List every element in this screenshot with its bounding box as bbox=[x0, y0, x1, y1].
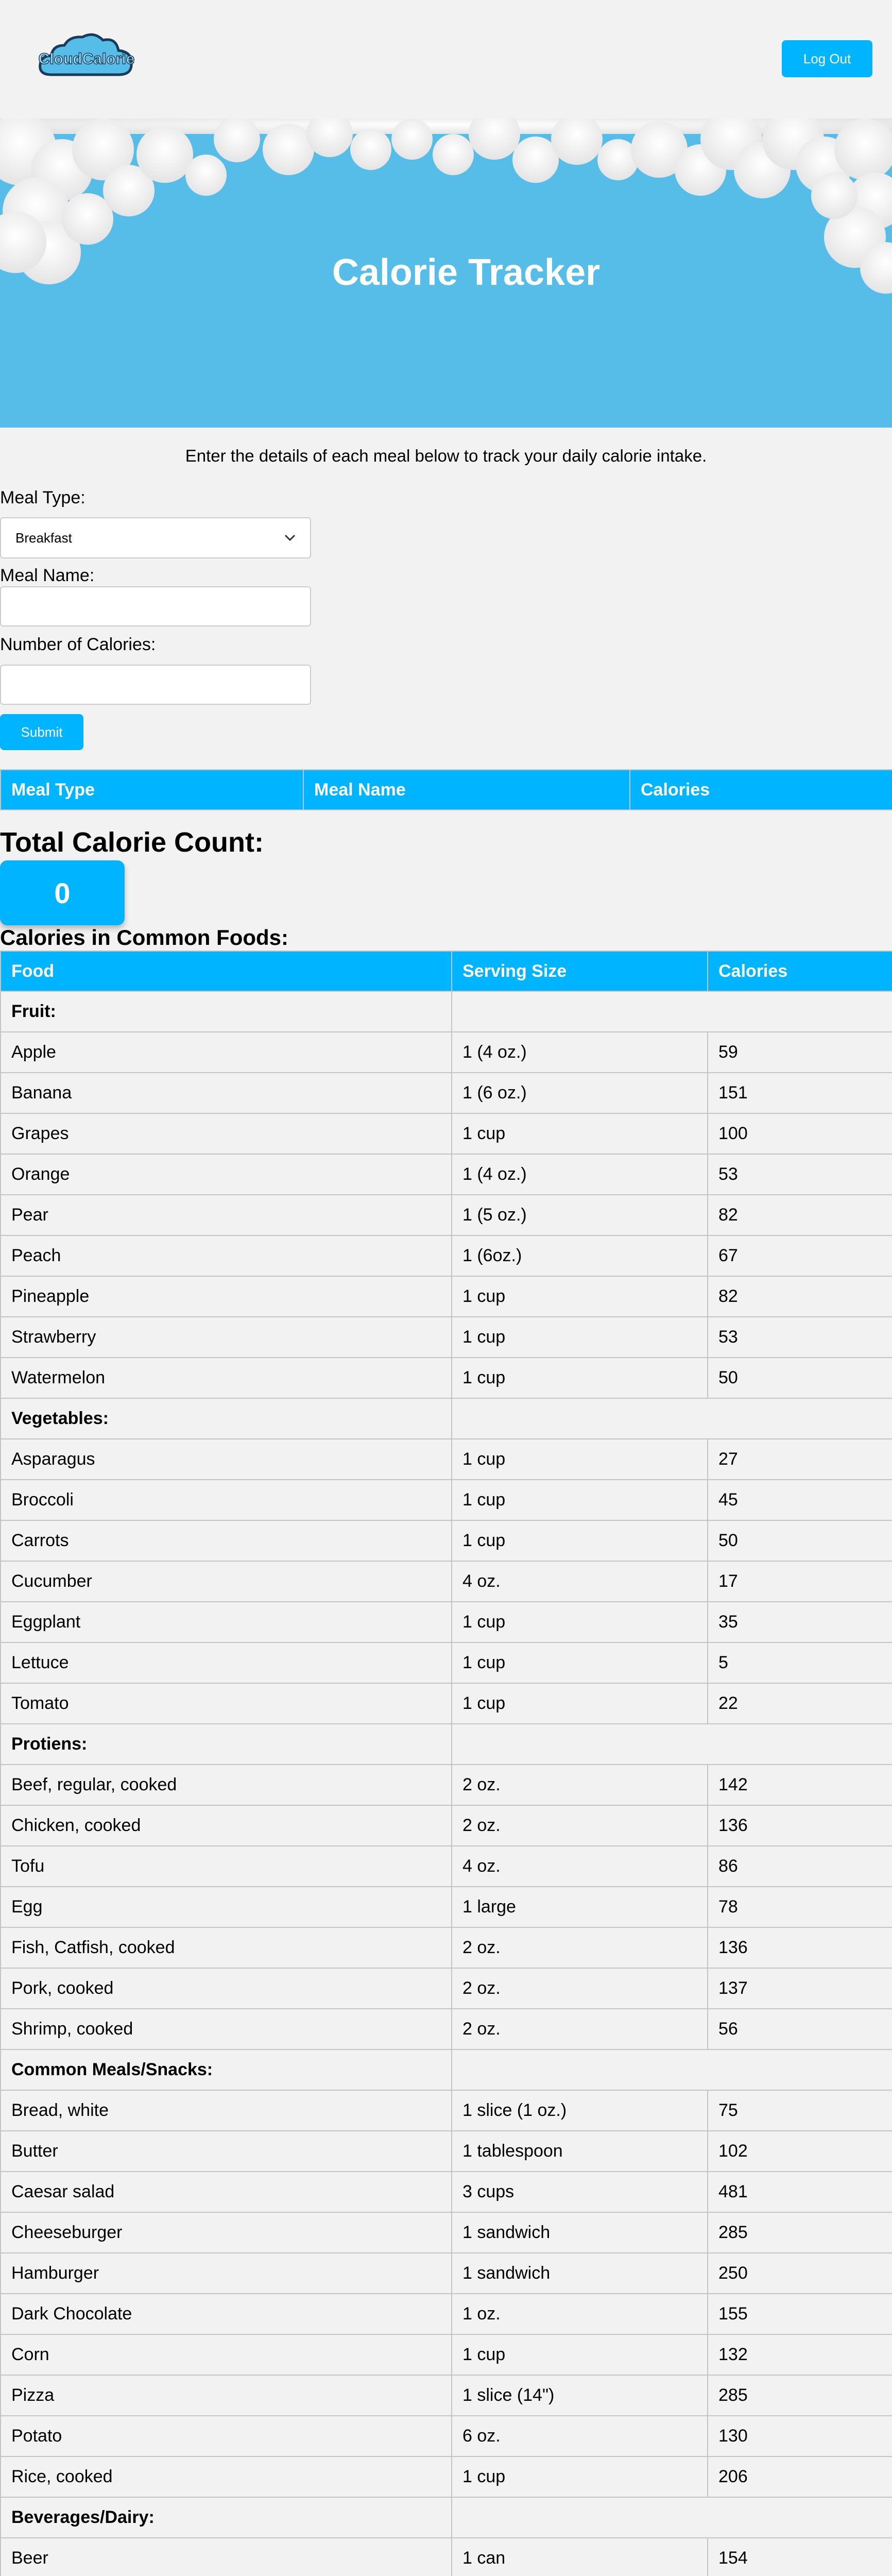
cloud-logo-icon bbox=[36, 26, 144, 88]
category-name: Beverages/Dairy: bbox=[1, 2497, 452, 2538]
food-name: Asparagus bbox=[1, 1439, 452, 1480]
food-name: Strawberry bbox=[1, 1317, 452, 1358]
category-empty-cell bbox=[452, 991, 892, 1032]
submit-button[interactable]: Submit bbox=[0, 714, 83, 750]
food-name: Pear bbox=[1, 1195, 452, 1235]
meal-log-table bbox=[0, 769, 892, 810]
food-name: Watermelon bbox=[1, 1358, 452, 1398]
calorie-value: 285 bbox=[708, 2375, 892, 2416]
category-row bbox=[1, 1724, 892, 1765]
food-name: Butter bbox=[1, 2131, 452, 2172]
table-row bbox=[1, 2334, 892, 2375]
calorie-value: 136 bbox=[708, 1805, 892, 1846]
calorie-value: 481 bbox=[708, 2172, 892, 2212]
food-name: Pineapple bbox=[1, 1276, 452, 1317]
category-row bbox=[1, 991, 892, 1032]
food-name: Caesar salad bbox=[1, 2172, 452, 2212]
col-calories: Calories bbox=[630, 770, 892, 810]
table-row bbox=[1, 2294, 892, 2334]
serving-size: 1 cup bbox=[452, 1358, 708, 1398]
logout-button[interactable]: Log Out bbox=[782, 40, 872, 77]
serving-size: 1 cup bbox=[452, 1276, 708, 1317]
category-row bbox=[1, 2497, 892, 2538]
table-row bbox=[1, 1032, 892, 1073]
serving-size: 6 oz. bbox=[452, 2416, 708, 2456]
table-row bbox=[1, 2172, 892, 2212]
serving-size: 1 oz. bbox=[452, 2294, 708, 2334]
food-name: Hamburger bbox=[1, 2253, 452, 2294]
calorie-value: 155 bbox=[708, 2294, 892, 2334]
food-name: Beef, regular, cooked bbox=[1, 1765, 452, 1805]
food-name: Bread, white bbox=[1, 2090, 452, 2131]
meal-table-header bbox=[1, 770, 892, 810]
common-foods-title: Calories in Common Foods: bbox=[0, 925, 289, 950]
food-name: Eggplant bbox=[1, 1602, 452, 1642]
table-row bbox=[1, 1073, 892, 1113]
category-empty-cell bbox=[452, 2497, 892, 2538]
calorie-value: 86 bbox=[708, 1846, 892, 1887]
serving-size: 2 oz. bbox=[452, 1765, 708, 1805]
category-name: Fruit: bbox=[1, 991, 452, 1032]
serving-size: 1 (6 oz.) bbox=[452, 1073, 708, 1113]
table-row bbox=[1, 1561, 892, 1602]
table-row bbox=[1, 1520, 892, 1561]
serving-size: 1 can bbox=[452, 2538, 708, 2576]
food-name: Banana bbox=[1, 1073, 452, 1113]
table-row bbox=[1, 1683, 892, 1724]
calorie-value: 137 bbox=[708, 1968, 892, 2009]
food-name: Tomato bbox=[1, 1683, 452, 1724]
chevron-down-icon bbox=[284, 534, 296, 541]
calorie-value: 67 bbox=[708, 1235, 892, 1276]
serving-size: 1 cup bbox=[452, 1113, 708, 1154]
calorie-value: 154 bbox=[708, 2538, 892, 2576]
calorie-value: 53 bbox=[708, 1154, 892, 1195]
col-food-calories: Calories bbox=[708, 951, 892, 991]
category-row bbox=[1, 1398, 892, 1439]
serving-size: 2 oz. bbox=[452, 1968, 708, 2009]
food-name: Tofu bbox=[1, 1846, 452, 1887]
serving-size: 1 large bbox=[452, 1887, 708, 1927]
food-name: Shrimp, cooked bbox=[1, 2009, 452, 2049]
total-calorie-count: 0 bbox=[0, 860, 125, 925]
calorie-value: 75 bbox=[708, 2090, 892, 2131]
calorie-value: 27 bbox=[708, 1439, 892, 1480]
food-name: Fish, Catfish, cooked bbox=[1, 1927, 452, 1968]
category-empty-cell bbox=[452, 2049, 892, 2090]
calories-label: Number of Calories: bbox=[0, 635, 156, 654]
food-name: Orange bbox=[1, 1154, 452, 1195]
table-row bbox=[1, 1887, 892, 1927]
food-name: Grapes bbox=[1, 1113, 452, 1154]
category-name: Common Meals/Snacks: bbox=[1, 2049, 452, 2090]
cloudcalorie-logo[interactable] bbox=[36, 26, 144, 88]
serving-size: 1 cup bbox=[452, 2456, 708, 2497]
food-name: Corn bbox=[1, 2334, 452, 2375]
calorie-value: 136 bbox=[708, 1927, 892, 1968]
calorie-value: 22 bbox=[708, 1683, 892, 1724]
calorie-value: 206 bbox=[708, 2456, 892, 2497]
total-calorie-title: Total Calorie Count: bbox=[0, 827, 264, 858]
table-row bbox=[1, 1276, 892, 1317]
calorie-value: 35 bbox=[708, 1602, 892, 1642]
serving-size: 1 (6oz.) bbox=[452, 1235, 708, 1276]
food-name: Apple bbox=[1, 1032, 452, 1073]
table-row bbox=[1, 2456, 892, 2497]
food-name: Cucumber bbox=[1, 1561, 452, 1602]
serving-size: 1 (4 oz.) bbox=[452, 1154, 708, 1195]
calorie-value: 285 bbox=[708, 2212, 892, 2253]
calorie-value: 142 bbox=[708, 1765, 892, 1805]
calories-input[interactable] bbox=[0, 665, 311, 705]
serving-size: 4 oz. bbox=[452, 1846, 708, 1887]
col-meal-type: Meal Type bbox=[1, 770, 303, 810]
calorie-value: 17 bbox=[708, 1561, 892, 1602]
calorie-value: 100 bbox=[708, 1113, 892, 1154]
serving-size: 2 oz. bbox=[452, 2009, 708, 2049]
serving-size: 1 cup bbox=[452, 1480, 708, 1520]
site-header bbox=[0, 0, 892, 118]
serving-size: 1 cup bbox=[452, 1520, 708, 1561]
table-row bbox=[1, 1235, 892, 1276]
calorie-value: 82 bbox=[708, 1195, 892, 1235]
table-row bbox=[1, 1602, 892, 1642]
common-foods-table bbox=[0, 951, 892, 2576]
table-row bbox=[1, 2212, 892, 2253]
category-row bbox=[1, 2049, 892, 2090]
category-name: Protiens: bbox=[1, 1724, 452, 1765]
serving-size: 1 cup bbox=[452, 1602, 708, 1642]
calorie-value: 53 bbox=[708, 1317, 892, 1358]
food-name: Rice, cooked bbox=[1, 2456, 452, 2497]
serving-size: 1 sandwich bbox=[452, 2212, 708, 2253]
calorie-value: 78 bbox=[708, 1887, 892, 1927]
intro-text: Enter the details of each meal below to track your daily calorie intake. bbox=[185, 446, 707, 465]
calorie-value: 250 bbox=[708, 2253, 892, 2294]
food-name: Beer bbox=[1, 2538, 452, 2576]
table-row bbox=[1, 2090, 892, 2131]
table-row bbox=[1, 1113, 892, 1154]
calorie-value: 130 bbox=[708, 2416, 892, 2456]
calorie-value: 151 bbox=[708, 1073, 892, 1113]
page-title: Calorie Tracker bbox=[332, 252, 601, 293]
meal-name-input[interactable] bbox=[0, 586, 311, 626]
food-name: Lettuce bbox=[1, 1642, 452, 1683]
serving-size: 1 (4 oz.) bbox=[452, 1032, 708, 1073]
serving-size: 1 sandwich bbox=[452, 2253, 708, 2294]
serving-size: 1 tablespoon bbox=[452, 2131, 708, 2172]
food-name: Egg bbox=[1, 1887, 452, 1927]
table-row bbox=[1, 2131, 892, 2172]
food-name: Carrots bbox=[1, 1520, 452, 1561]
food-name: Pizza bbox=[1, 2375, 452, 2416]
serving-size: 1 cup bbox=[452, 1439, 708, 1480]
category-empty-cell bbox=[452, 1398, 892, 1439]
table-row bbox=[1, 1642, 892, 1683]
serving-size: 1 slice (1 oz.) bbox=[452, 2090, 708, 2131]
table-row bbox=[1, 1358, 892, 1398]
table-row bbox=[1, 2538, 892, 2576]
food-name: Chicken, cooked bbox=[1, 1805, 452, 1846]
food-table-header bbox=[1, 951, 892, 991]
serving-size: 1 cup bbox=[452, 1317, 708, 1358]
serving-size: 4 oz. bbox=[452, 1561, 708, 1602]
calorie-value: 56 bbox=[708, 2009, 892, 2049]
food-name: Broccoli bbox=[1, 1480, 452, 1520]
food-name: Potato bbox=[1, 2416, 452, 2456]
table-row bbox=[1, 1968, 892, 2009]
table-row bbox=[1, 1154, 892, 1195]
meal-type-label: Meal Type: bbox=[0, 488, 85, 507]
serving-size: 1 slice (14") bbox=[452, 2375, 708, 2416]
hero-banner bbox=[0, 118, 892, 428]
table-row bbox=[1, 2009, 892, 2049]
category-name: Vegetables: bbox=[1, 1398, 452, 1439]
table-row bbox=[1, 2375, 892, 2416]
meal-type-select[interactable] bbox=[0, 517, 311, 558]
serving-size: 1 cup bbox=[452, 1683, 708, 1724]
col-serving-size: Serving Size bbox=[452, 951, 708, 991]
calorie-value: 59 bbox=[708, 1032, 892, 1073]
category-empty-cell bbox=[452, 1724, 892, 1765]
col-meal-name: Meal Name bbox=[303, 770, 630, 810]
table-row bbox=[1, 1480, 892, 1520]
table-row bbox=[1, 1765, 892, 1805]
svg-text:CloudCalorie: CloudCalorie bbox=[38, 50, 135, 67]
table-row bbox=[1, 1439, 892, 1480]
table-row bbox=[1, 1317, 892, 1358]
table-row bbox=[1, 1927, 892, 1968]
food-name: Pork, cooked bbox=[1, 1968, 452, 2009]
table-row bbox=[1, 2416, 892, 2456]
meal-type-value: Breakfast bbox=[15, 530, 72, 546]
food-name: Peach bbox=[1, 1235, 452, 1276]
serving-size: 2 oz. bbox=[452, 1805, 708, 1846]
serving-size: 1 cup bbox=[452, 1642, 708, 1683]
table-row bbox=[1, 1846, 892, 1887]
table-row bbox=[1, 1195, 892, 1235]
calorie-value: 50 bbox=[708, 1520, 892, 1561]
calorie-value: 132 bbox=[708, 2334, 892, 2375]
meal-name-label: Meal Name: bbox=[0, 566, 95, 585]
table-row bbox=[1, 2253, 892, 2294]
table-row bbox=[1, 1805, 892, 1846]
calorie-value: 82 bbox=[708, 1276, 892, 1317]
calorie-value: 102 bbox=[708, 2131, 892, 2172]
food-name: Dark Chocolate bbox=[1, 2294, 452, 2334]
food-name: Cheeseburger bbox=[1, 2212, 452, 2253]
calorie-value: 5 bbox=[708, 1642, 892, 1683]
serving-size: 1 (5 oz.) bbox=[452, 1195, 708, 1235]
col-food: Food bbox=[1, 951, 452, 991]
calorie-value: 50 bbox=[708, 1358, 892, 1398]
calorie-value: 45 bbox=[708, 1480, 892, 1520]
serving-size: 2 oz. bbox=[452, 1927, 708, 1968]
serving-size: 3 cups bbox=[452, 2172, 708, 2212]
serving-size: 1 cup bbox=[452, 2334, 708, 2375]
